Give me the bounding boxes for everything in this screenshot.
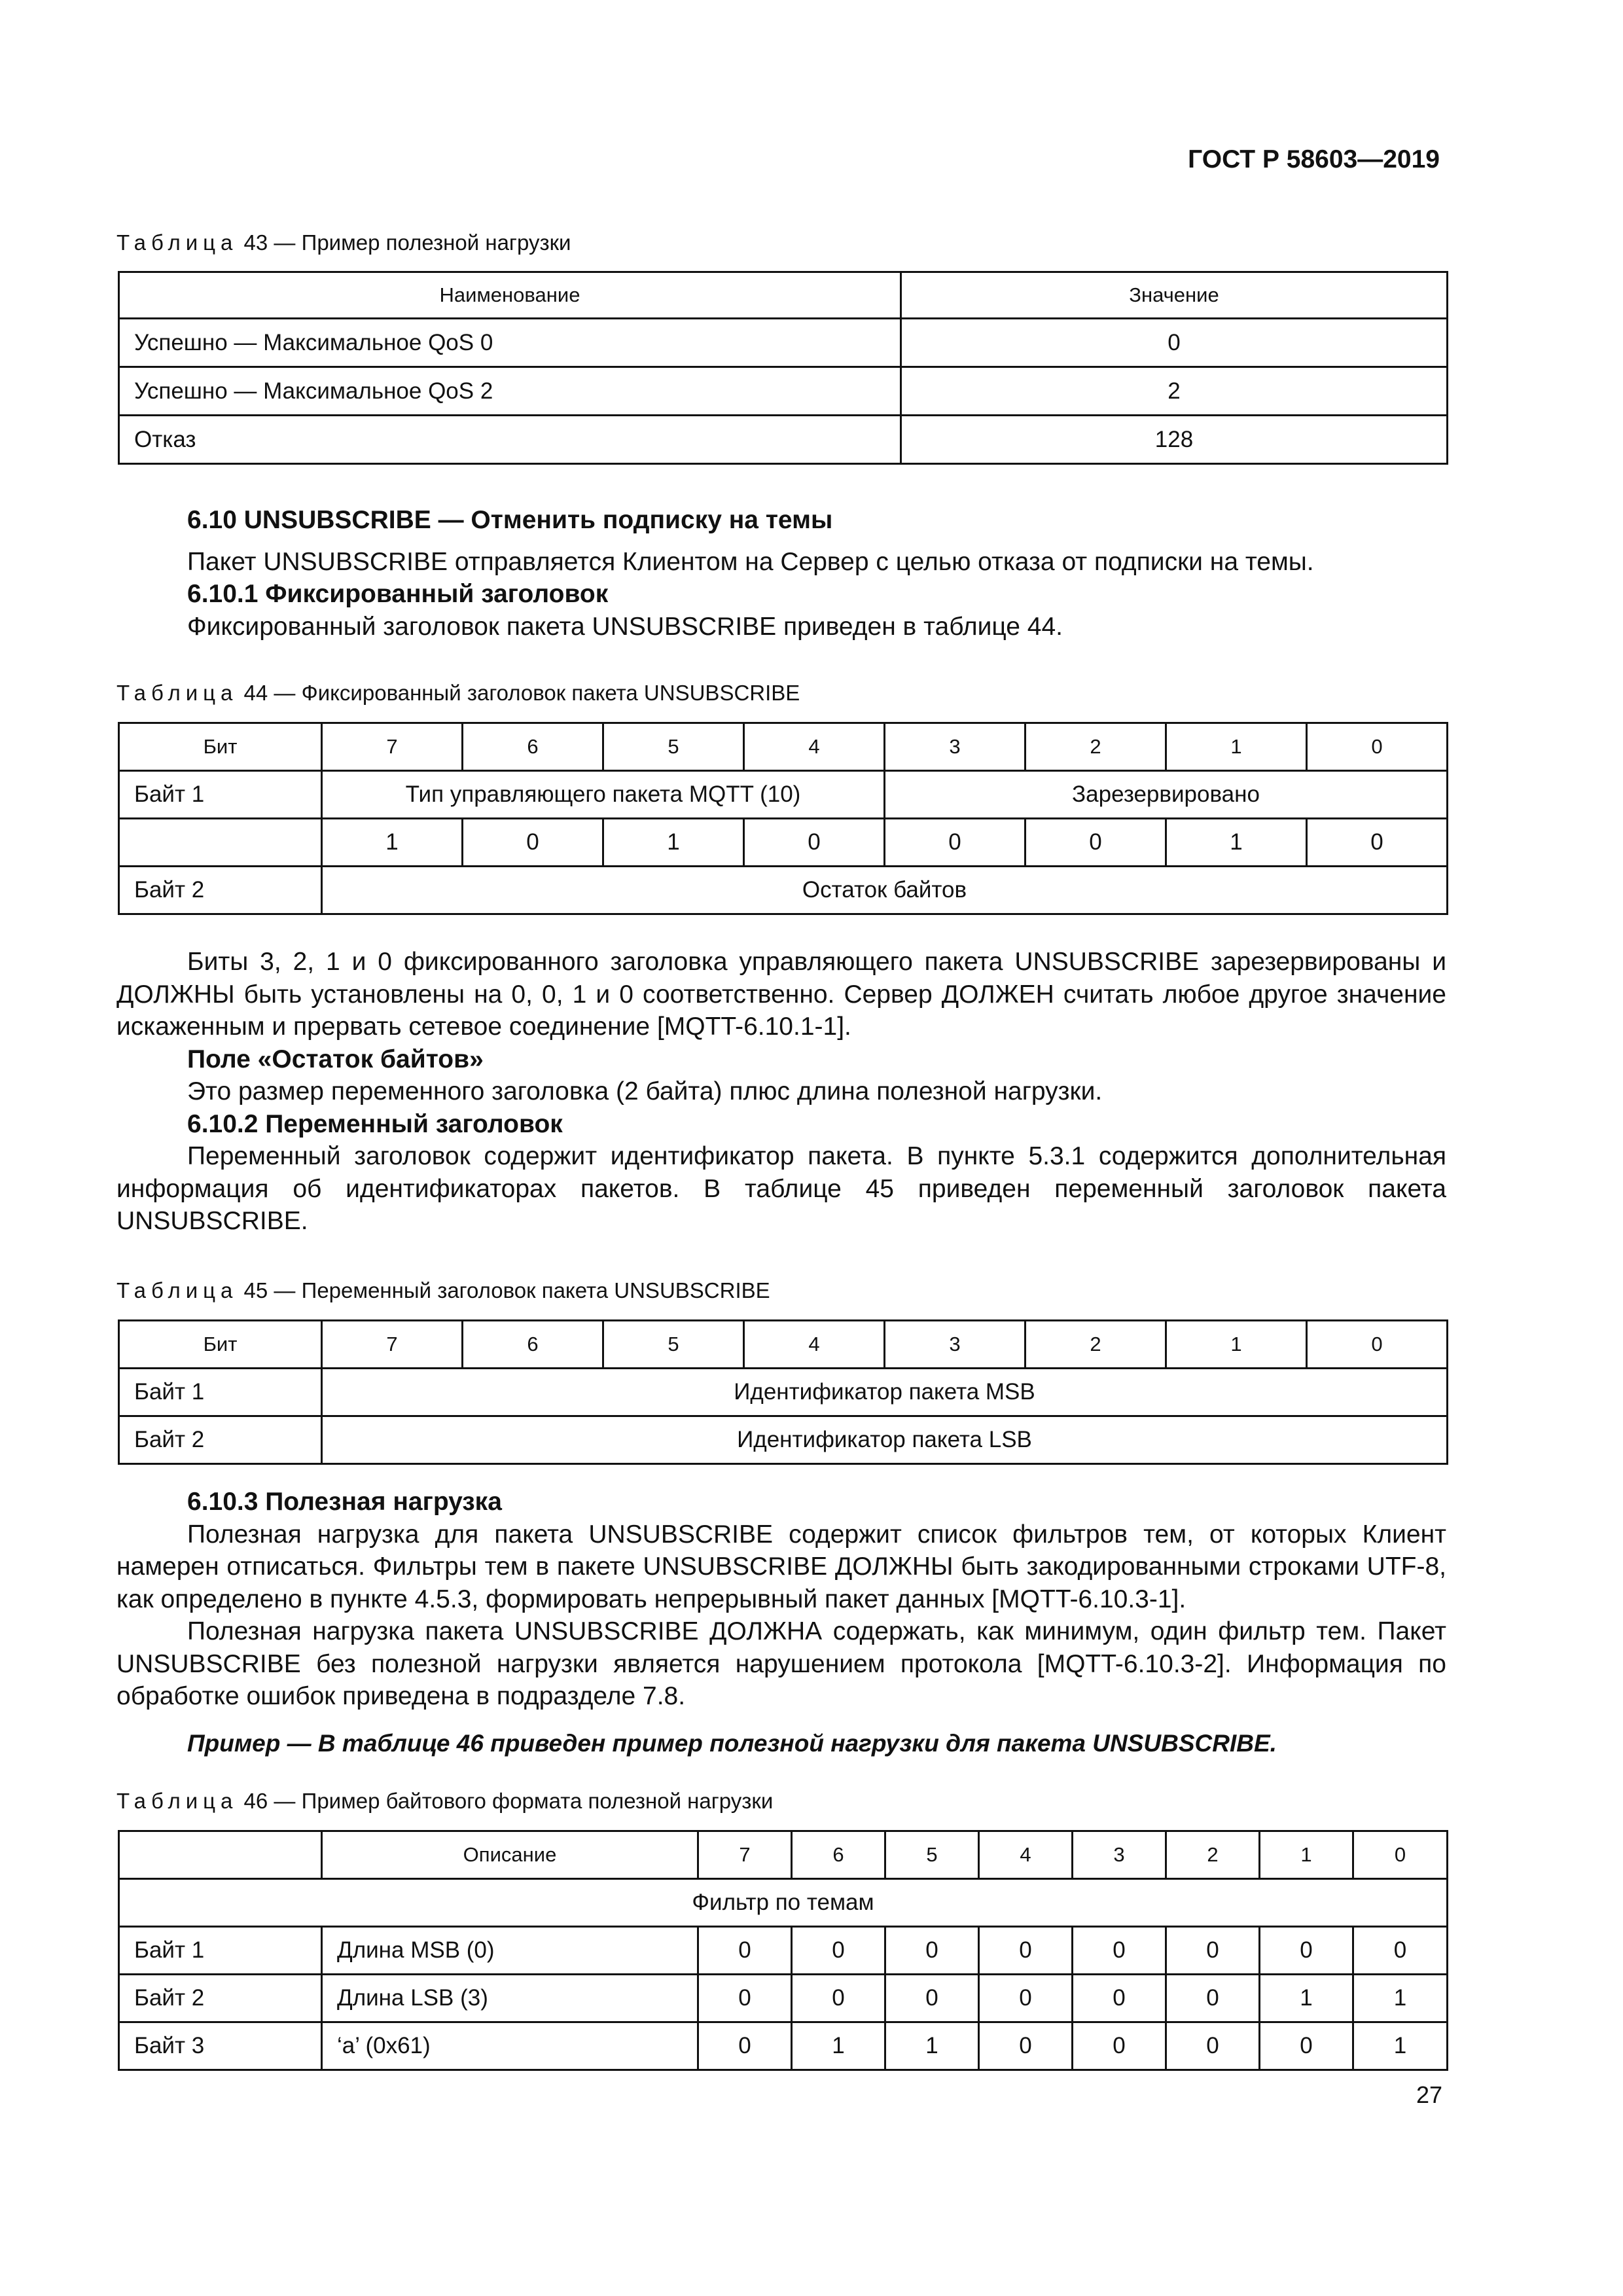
table-cell: 0 [901, 319, 1448, 367]
table-cell: 1 [1353, 2022, 1448, 2070]
table-cell: 0 [1073, 2022, 1166, 2070]
table-header-cell: 4 [744, 723, 885, 771]
table-header-cell: Бит [119, 1321, 322, 1369]
table-cell: ‘a’ (0x61) [322, 2022, 698, 2070]
table-row [119, 1975, 1448, 2022]
caption-text: 45 — Переменный заголовок пакета UNSUBSCRIBE [238, 1278, 770, 1302]
section-heading: 6.10 UNSUBSCRIBE — Отменить подписку на темы [187, 506, 833, 534]
table-cell: 0 [1353, 1927, 1448, 1975]
table-header-cell: 3 [1073, 1831, 1166, 1879]
table-header-cell: Значение [901, 272, 1448, 319]
table-row [119, 1369, 1448, 1416]
table-header-cell: 7 [322, 1321, 463, 1369]
table-header-cell: 0 [1307, 723, 1448, 771]
table-cell: 1 [1166, 819, 1307, 867]
table-cell: 0 [979, 1927, 1073, 1975]
table-header-cell: Наименование [119, 272, 901, 319]
table-cell: Байт 2 [119, 1975, 322, 2022]
caption-text: 44 — Фиксированный заголовок пакета UNSUBSCRIBE [238, 681, 800, 705]
table-header-cell: 3 [885, 723, 1026, 771]
table-cell: Байт 1 [119, 1369, 322, 1416]
body-after-table-44 [116, 946, 1446, 1238]
table-cell: 1 [603, 819, 744, 867]
paragraph: Биты 3, 2, 1 и 0 фиксированного заголовка управляющего пакета UNSUBSCRIBE зарезервированы и ДОЛЖНЫ быть установлены на 0, 0, 1 и 0 соответственно. Сервер ДОЛЖЕН считать любое другое значение искаженным и прервать сетевое соединение [MQTT-6.10.1-1]. [116, 948, 1446, 1041]
table-group-cell: Фильтр по темам [119, 1879, 1448, 1927]
paragraph: Пакет UNSUBSCRIBE отправляется Клиентом на Сервер с целью отказа от подписки на темы. [187, 547, 1314, 576]
table-row [119, 867, 1448, 914]
table-header-cell: 3 [885, 1321, 1026, 1369]
table-header-cell: 6 [463, 1321, 603, 1369]
table-cell: 0 [1073, 1927, 1166, 1975]
table-cell: 0 [792, 1975, 885, 2022]
table-row [119, 771, 1448, 819]
table-cell: 0 [698, 1975, 792, 2022]
table-header-cell: 1 [1260, 1831, 1353, 1879]
table-header-cell: 4 [979, 1831, 1073, 1879]
table-cell: 0 [744, 819, 885, 867]
table-row [119, 2022, 1448, 2070]
table-header-cell: 0 [1353, 1831, 1448, 1879]
paragraph: Полезная нагрузка для пакета UNSUBSCRIBE содержит список фильтров тем, от которых Клиент намерен отписаться. Фильтры тем в пакете UNSUBSCRIBE ДОЛЖНЫ быть закодированными строками UTF-8, как определено в пункте 4.5.3, формировать непрерывный пакет данных [MQTT-6.10.3-1]. [116, 1520, 1446, 1613]
caption-text: 43 — Пример полезной нагрузки [238, 230, 571, 255]
caption-word: Таблица [116, 230, 238, 255]
table-cell: Байт 1 [119, 771, 322, 819]
table-header-cell: 2 [1166, 1831, 1260, 1879]
table-cell: 0 [1166, 1975, 1260, 2022]
table-cell: 0 [979, 2022, 1073, 2070]
table-header-cell: 6 [792, 1831, 885, 1879]
page-number: 27 [1416, 2081, 1442, 2108]
table-header-cell: 5 [603, 723, 744, 771]
table-45-caption [116, 1278, 770, 1303]
table-44-caption [116, 681, 800, 706]
table-cell: 0 [1166, 1927, 1260, 1975]
table-cell: 1 [885, 2022, 979, 2070]
table-row [119, 819, 1448, 867]
table-cell: Остаток байтов [322, 867, 1448, 914]
table-cell: Байт 2 [119, 867, 322, 914]
table-cell: Зарезервировано [885, 771, 1448, 819]
table-cell: 0 [1307, 819, 1448, 867]
table-cell: 0 [463, 819, 603, 867]
table-cell: 0 [885, 819, 1026, 867]
table-cell: 1 [1353, 1975, 1448, 2022]
table-cell: 0 [698, 2022, 792, 2070]
table-cell: 0 [792, 1927, 885, 1975]
table-43-caption [116, 230, 571, 255]
table-cell: Тип управляющего пакета MQTT (10) [322, 771, 885, 819]
table-44 [118, 722, 1448, 915]
table-header-cell: 5 [885, 1831, 979, 1879]
table-row [119, 1927, 1448, 1975]
section-6-10-3 [116, 1486, 1446, 1759]
table-cell: Байт 3 [119, 2022, 322, 2070]
table-row [119, 367, 1448, 416]
table-cell: 1 [792, 2022, 885, 2070]
table-header-cell: Описание [322, 1831, 698, 1879]
table-cell: 0 [1260, 2022, 1353, 2070]
table-row [119, 1416, 1448, 1464]
table-row [119, 319, 1448, 367]
section-6-10 [116, 504, 1446, 643]
caption-word: Таблица [116, 681, 238, 705]
table-header-cell: Бит [119, 723, 322, 771]
table-cell: Байт 2 [119, 1416, 322, 1464]
table-cell: Успешно — Максимальное QoS 0 [119, 319, 901, 367]
table-45 [118, 1319, 1448, 1465]
table-cell: Идентификатор пакета LSB [322, 1416, 1448, 1464]
table-cell: 0 [1026, 819, 1166, 867]
table-header-cell: 7 [698, 1831, 792, 1879]
table-cell: Длина LSB (3) [322, 1975, 698, 2022]
table-header-cell: 1 [1166, 1321, 1307, 1369]
table-header-cell: 0 [1307, 1321, 1448, 1369]
subsection-heading: 6.10.3 Полезная нагрузка [187, 1488, 502, 1516]
table-cell: 128 [901, 416, 1448, 464]
subsection-heading: 6.10.2 Переменный заголовок [187, 1109, 563, 1138]
table-header-cell: 4 [744, 1321, 885, 1369]
table-cell: Байт 1 [119, 1927, 322, 1975]
table-header-cell: 7 [322, 723, 463, 771]
table-cell: 2 [901, 367, 1448, 416]
table-cell: 0 [885, 1975, 979, 2022]
paragraph: Полезная нагрузка пакета UNSUBSCRIBE ДОЛЖНА содержать, как минимум, один фильтр тем. Пакет UNSUBSCRIBE без полезной нагрузки является нарушением протокола [MQTT-6.10.3-2]. Информация по обработке ошибок приведена в подразделе 7.8. [116, 1617, 1446, 1710]
table-cell: 0 [698, 1927, 792, 1975]
table-cell: Отказ [119, 416, 901, 464]
table-header-cell: 5 [603, 1321, 744, 1369]
table-header-cell: 6 [463, 723, 603, 771]
table-header-cell: 1 [1166, 723, 1307, 771]
table-cell: Длина MSB (0) [322, 1927, 698, 1975]
document-standard-number: ГОСТ Р 58603—2019 [1188, 145, 1440, 173]
table-cell: 0 [1166, 2022, 1260, 2070]
table-cell [119, 819, 322, 867]
caption-word: Таблица [116, 1278, 238, 1302]
table-header-cell: 2 [1026, 1321, 1166, 1369]
table-cell: 1 [322, 819, 463, 867]
table-header-cell: 2 [1026, 723, 1166, 771]
paragraph: Фиксированный заголовок пакета UNSUBSCRIBE приведен в таблице 44. [187, 612, 1063, 641]
caption-word: Таблица [116, 1789, 238, 1813]
table-cell: 0 [885, 1927, 979, 1975]
table-group-row [119, 1879, 1448, 1927]
subsection-heading: 6.10.1 Фиксированный заголовок [187, 580, 609, 608]
paragraph: Это размер переменного заголовка (2 байта) плюс длина полезной нагрузки. [187, 1077, 1103, 1105]
table-row [119, 416, 1448, 464]
table-cell: 0 [1260, 1927, 1353, 1975]
table-cell: 0 [1073, 1975, 1166, 2022]
table-cell: Идентификатор пакета MSB [322, 1369, 1448, 1416]
table-cell: 1 [1260, 1975, 1353, 2022]
caption-text: 46 — Пример байтового формата полезной нагрузки [238, 1789, 774, 1813]
table-header-cell [119, 1831, 322, 1879]
table-cell: 0 [979, 1975, 1073, 2022]
table-cell: Успешно — Максимальное QoS 2 [119, 367, 901, 416]
table-43 [118, 271, 1448, 465]
table-46-caption [116, 1789, 773, 1814]
paragraph: Переменный заголовок содержит идентификатор пакета. В пункте 5.3.1 содержится дополнительная информация об идентификаторах пакетов. В таблице 45 приведен переменный заголовок пакета UNSUBSCRIBE. [116, 1142, 1446, 1235]
subsection-heading: Поле «Остаток байтов» [187, 1045, 484, 1073]
table-46 [118, 1830, 1448, 2071]
example-note: Пример — В таблице 46 приведен пример полезной нагрузки для пакета UNSUBSCRIBE. [187, 1729, 1277, 1757]
